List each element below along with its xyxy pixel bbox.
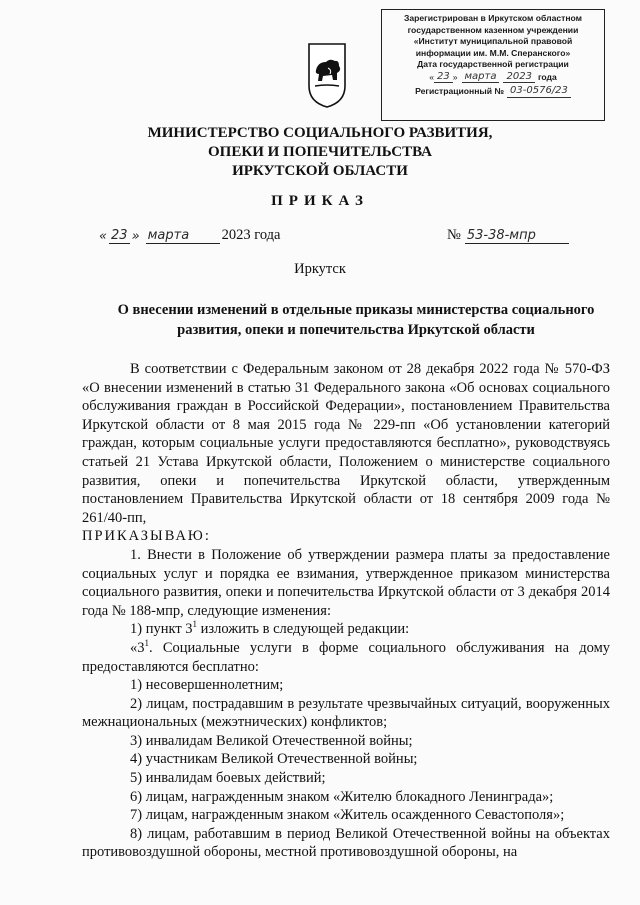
list-item: 3) инвалидам Великой Отечественной войны; (130, 732, 413, 749)
registration-stamp (381, 9, 605, 121)
list-item: 6) лицам, награжденным знаком «Жителю блокадного Ленинграда»; (130, 788, 554, 805)
stamp-reg-number: 03-0576/23 (507, 85, 571, 98)
stamp-line: государственном казенном учреждении (407, 24, 579, 35)
ministry-name (0, 124, 640, 181)
number-value: 53-38-мпр (465, 228, 569, 244)
stamp-date-month: марта (462, 71, 500, 84)
date-month: марта (146, 228, 220, 244)
list-item: 7) лицам, награжденным знаком «Житель осажденного Севастополя»; (130, 807, 565, 824)
ministry-line: ОПЕКИ И ПОПЕЧИТЕЛЬСТВА (208, 144, 432, 160)
date-year: 2023 года (221, 227, 281, 243)
document-body (82, 360, 610, 862)
list-item: 2) лицам, пострадавшим в результате чрезвычайных ситуаций, вооруженных межнациональных (межэтнических) конфликтов; (82, 695, 610, 731)
quote-paragraph (82, 639, 610, 676)
text-fragment: . Социальные услуги в форме социального обслуживания на дому предоставляются бесплатно: (82, 639, 610, 675)
stamp-date-row (386, 71, 600, 84)
stamp-date-open: « (429, 71, 434, 82)
text-fragment: 1) пункт 3 (130, 621, 193, 638)
order-date (97, 227, 280, 244)
order-subject: О внесении изменений в отдельные приказы министерства социального развития, опеки и попечительства Иркутской области (117, 302, 595, 338)
order-number (447, 227, 569, 244)
date-open: « (99, 229, 108, 244)
list-item: 5) инвалидам боевых действий; (130, 770, 326, 787)
list-item: 1) несовершеннолетним; (130, 677, 284, 694)
superscript: 1 (144, 638, 149, 649)
ministry-line: ИРКУТСКОЙ ОБЛАСТИ (232, 163, 408, 179)
date-day: 23 (111, 228, 128, 243)
coat-of-arms-icon (306, 40, 348, 110)
list-item: 4) участникам Великой Отечественной войны; (130, 751, 418, 768)
stamp-date-mid: » (452, 71, 458, 82)
item-1-subitem-1 (82, 620, 610, 639)
document-type-title: ПРИКАЗ (271, 193, 369, 209)
text-fragment: «3 (130, 639, 145, 656)
date-close: » (131, 229, 140, 244)
stamp-line: Дата государственной регистрации (417, 59, 569, 69)
superscript: 1 (192, 619, 198, 630)
stamp-line: Зарегистрирован в Иркутском областном (403, 13, 583, 23)
prikazyvayu-heading: ПРИКАЗЫВАЮ: (82, 528, 211, 545)
number-label: № (447, 227, 461, 243)
city-name: Иркутск (294, 261, 346, 277)
stamp-reg-row (386, 85, 600, 98)
list-item: 8) лицам, работавшим в период Великой Отечественной войны на объектах противовоздушной обороны, местной противовоздушной обороны, на (82, 825, 610, 861)
stamp-line: «Институт муниципальной правовой (413, 36, 573, 46)
stamp-date-year: 2023 (503, 71, 534, 84)
stamp-date-day: 23 (434, 71, 453, 84)
stamp-reg-label: Регистрационный № (415, 86, 505, 96)
text-fragment: изложить в следующей редакции: (197, 621, 410, 638)
stamp-line: информации им. М.М. Сперанского» (415, 47, 571, 58)
stamp-date-suffix: года (537, 71, 557, 82)
ministry-line: МИНИСТЕРСТВО СОЦИАЛЬНОГО РАЗВИТИЯ, (147, 125, 493, 141)
item-1: 1. Внести в Положение об утверждении размера платы за предоставление социальных услуг и порядка ее взимания, утвержденное приказом министерства социального развития, опеки и попечительства Иркутской области от 3 декабря 2014 года № 188-мпр, следующие изменения: (82, 546, 610, 619)
intro-paragraph: В соответствии с Федеральным законом от 28 декабря 2022 года № 570-ФЗ «О внесении изменений в статью 31 Федерального закона «Об основах социального обслуживания граждан в Российской Федерации», постановлением Правительства Иркутской области от 8 мая 2015 года № 229-пп «Об установлении категорий граждан, которым социальные услуги предоставляются бесплатно», руководствуясь статьей 21 Устава Иркутской области, Положением о министерстве социального развития, опеки и попечительства Иркутской области, утвержденным постановлением Правительства Иркутской области от 18 сентября 2009 года № 261/40-пп, (82, 361, 610, 526)
